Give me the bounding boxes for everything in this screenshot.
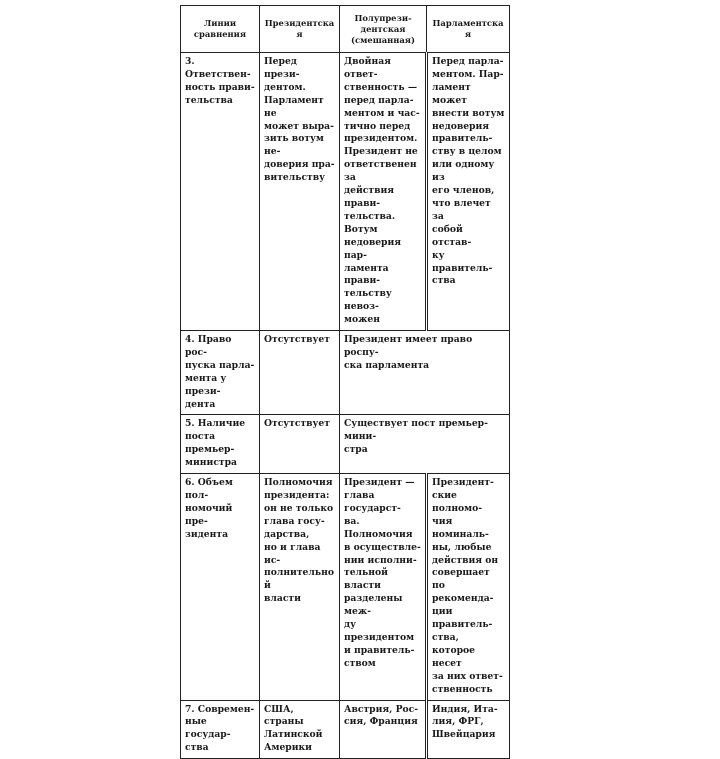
comparison-table [180,5,510,759]
cell-parliamentary: Перед парла- ментом. Пар- ламент может внести вотум недоверия правитель- ству в целом или одному из его членов, что влечет за собой отстав- ку правитель- ства [427,53,510,331]
comparison-table-page [180,5,509,759]
table-row [181,415,510,474]
table-row [181,53,510,331]
cell-parliamentary: Индия, Ита- лия, ФРГ, Швейцария [427,700,510,759]
header-presidential: Президентская [260,6,340,53]
table-row [181,331,510,415]
table-row [181,700,510,759]
cell-semi-presidential: Президент — глава государст- ва. Полномочия в осуществле- нии исполни- тельной власти разделены меж- ду президентом и правитель- ством [340,474,427,700]
cell-semi-presidential: Австрия, Рос- сия, Франция [340,700,427,759]
row-label: 6. Объем пол- номочий пре- зидента [181,474,260,700]
table-row [181,474,510,700]
header-criteria: Линии сравнения [181,6,260,53]
cell-presidential: Перед прези- дентом. Парламент не может выра- зить вотум не- доверия пра- вительству [260,53,340,331]
row-label: 4. Право рос- пуска парла- мента у прези- дента [181,331,260,415]
header-semi-presidential: Полупрези- дентская (смешанная) [340,6,427,53]
cell-presidential: США, страны Латинской Америки [260,700,340,759]
row-label: 7. Современ- ные государ- ства [181,700,260,759]
header-row [181,6,510,53]
cell-presidential: Полномочия президента: он не только глава госу- дарства, но и глава ис- полнительной власти [260,474,340,700]
cell-merged: Существует пост премьер-мини- стра [340,415,510,474]
row-label: 3. Ответствен- ность прави- тельства [181,53,260,331]
header-parliamentary: Парламентская [427,6,510,53]
row-label: 5. Наличие поста премьер- министра [181,415,260,474]
cell-presidential: Отсутствует [260,331,340,415]
cell-merged: Президент имеет право роспу- ска парламента [340,331,510,415]
cell-presidential: Отсутствует [260,415,340,474]
cell-semi-presidential: Двойная ответ- ственность — перед парла- ментом и час- тично перед президентом. Президент не ответственен за действия прави- тельства. Вотум недоверия пар- ламента прави- тельству невоз- можен [340,53,427,331]
cell-parliamentary: Президент- ские полномо- чия номиналь- ны, любые действия он совершает по рекоменда- ции правитель- ства, которое несет за них ответ- ственность [427,474,510,700]
